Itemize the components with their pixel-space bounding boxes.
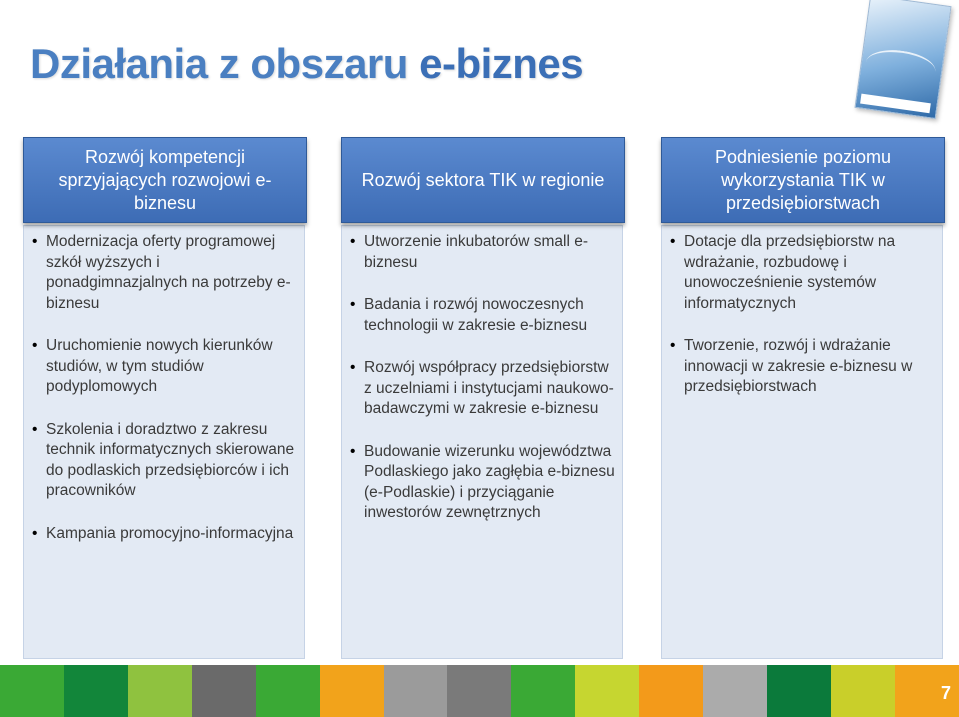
column-body	[23, 225, 305, 659]
list-item: • Szkolenia i doradztwo z zakresu technik informatycznych skierowane do podlaskich przedsiębiorców i ich pracowników	[32, 420, 298, 502]
page-number: 7	[940, 683, 951, 703]
bar-segment	[447, 665, 511, 717]
bar-segment	[639, 665, 703, 717]
column-competences	[23, 137, 307, 542]
bar-segment	[767, 665, 831, 717]
slide-title	[30, 40, 583, 88]
column-header: Rozwój sektora TIK w regionie	[341, 137, 625, 223]
list-item: • Tworzenie, rozwój i wdrażanie innowacji w zakresie e-biznesu w przedsiębiorstwach	[670, 336, 936, 398]
column-body	[341, 225, 623, 659]
bar-segment	[0, 665, 64, 717]
list-item: • Uruchomienie nowych kierunków studiów, w tym studiów podyplomowych	[32, 336, 298, 398]
publication-cover-image	[854, 0, 951, 119]
bar-segment	[511, 665, 575, 717]
bar-segment	[575, 665, 639, 717]
column-body	[661, 225, 943, 659]
bar-segment	[320, 665, 384, 717]
cover-wave-decoration	[864, 46, 938, 87]
list-item: • Rozwój współpracy przedsiębiorstw z uczelniami i instytucjami naukowo-badawczymi w zakresie e-biznesu	[350, 358, 616, 420]
column-header: Podniesienie poziomu wykorzystania TIK w przedsiębiorstwach	[661, 137, 945, 223]
cover-logos-strip	[860, 94, 931, 114]
bottom-color-bar	[0, 665, 959, 717]
column-ict-sector	[341, 137, 625, 521]
list-item: • Dotacje dla przedsiębiorstw na wdrażanie, rozbudowę i unowocześnienie systemów informatycznych	[670, 232, 936, 314]
bar-segment	[256, 665, 320, 717]
column-header: Rozwój kompetencji sprzyjających rozwojowi e-biznesu	[23, 137, 307, 223]
column-ict-usage	[661, 137, 945, 395]
bar-segment	[831, 665, 895, 717]
bar-segment	[192, 665, 256, 717]
list-item: • Modernizacja oferty programowej szkół wyższych i ponadgimnazjalnych na potrzeby e-biznesu	[32, 232, 298, 314]
title-part1: Działania z obszaru	[30, 40, 420, 87]
list-item: • Budowanie wizerunku województwa Podlaskiego jako zagłębia e-biznesu (e-Podlaskie) i przyciąganie inwestorów zewnętrznych	[350, 442, 616, 524]
list-item: • Utworzenie inkubatorów small e-biznesu	[350, 232, 616, 273]
bar-segment	[64, 665, 128, 717]
bar-segment	[384, 665, 448, 717]
bar-segment	[703, 665, 767, 717]
title-part2: e-biznes	[419, 40, 584, 87]
list-item: • Kampania promocyjno-informacyjna	[32, 524, 298, 545]
list-item: • Badania i rozwój nowoczesnych technologii w zakresie e-biznesu	[350, 295, 616, 336]
bar-segment	[128, 665, 192, 717]
